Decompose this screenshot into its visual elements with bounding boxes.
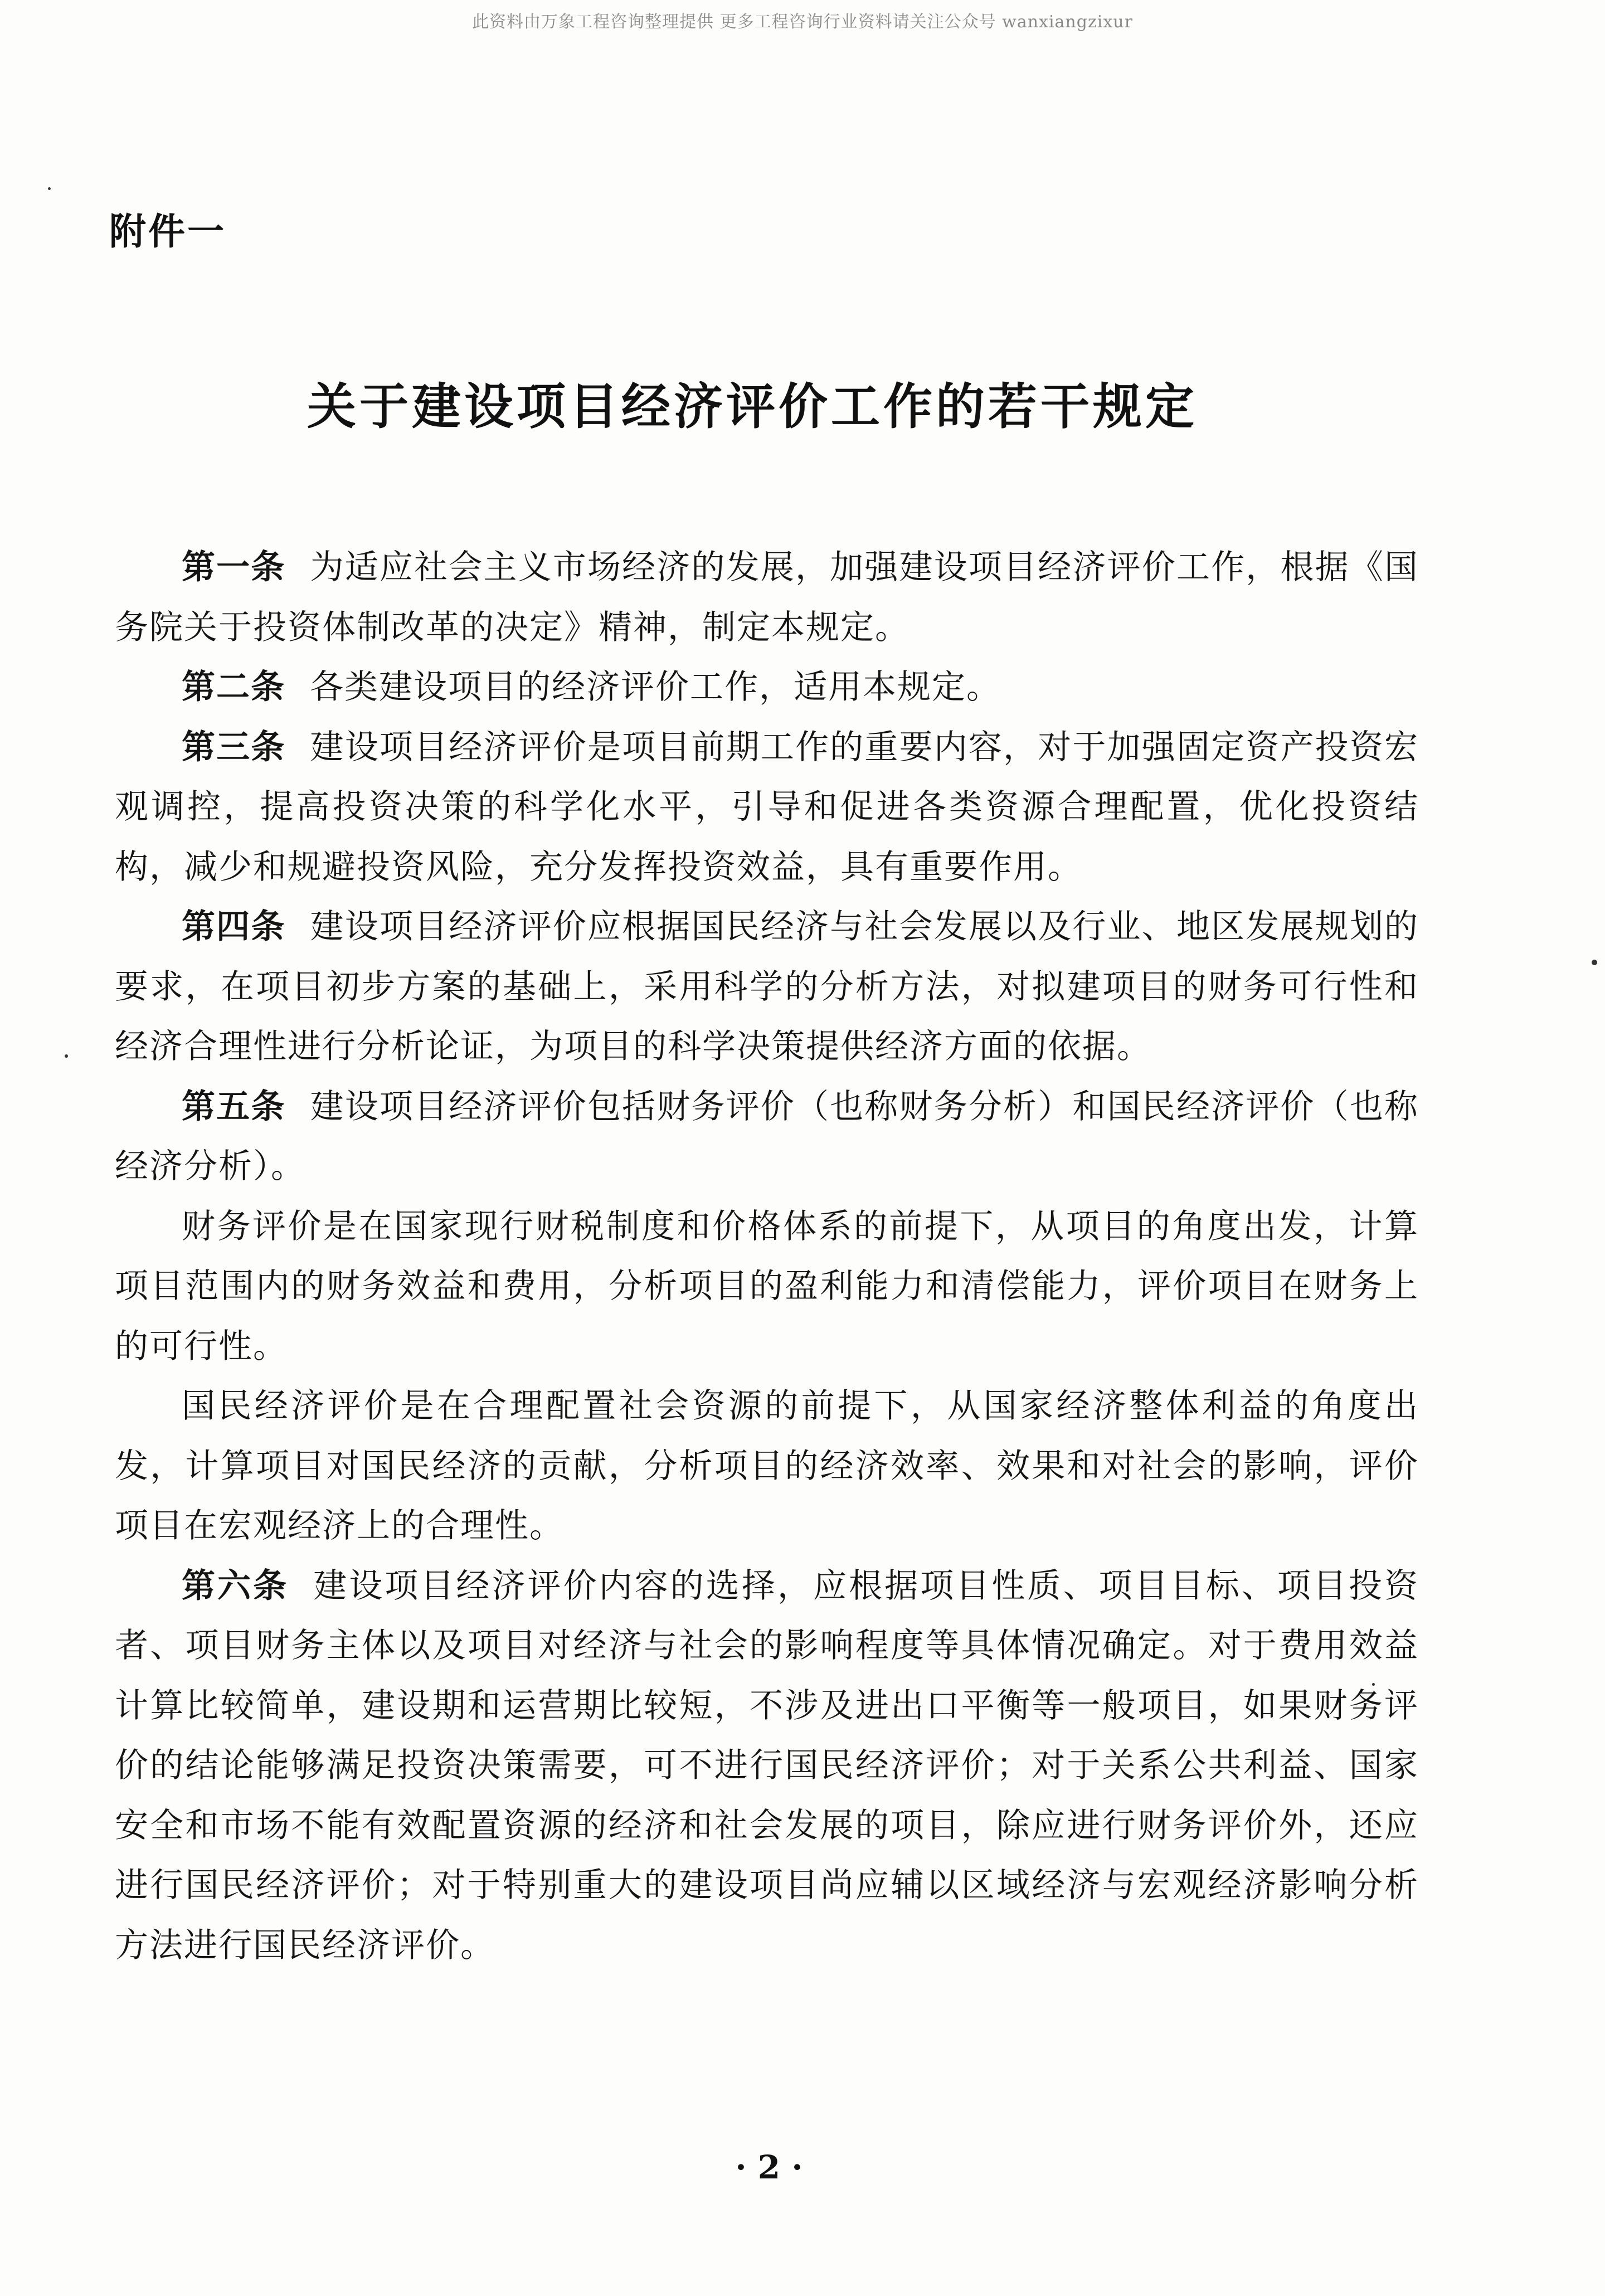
page-number: · 2 · xyxy=(735,2148,803,2186)
paragraph-text: 国民经济评价是在合理配置社会资源的前提下，从国家经济整体利益的角度出发，计算项目对国民经济的贡献，分析项目的经济效率、效果和对社会的影响，评价项目在宏观经济上的合理性。 xyxy=(115,1387,1419,1545)
article-text: 建设项目经济评价包括财务评价（也称财务分析）和国民经济评价（也称经济分析）。 xyxy=(115,1087,1419,1186)
paragraph-article-6 xyxy=(115,1556,1419,1976)
paragraph-article-2 xyxy=(115,658,1419,718)
article-number: 第一条 xyxy=(182,548,286,587)
article-number: 第二条 xyxy=(182,668,285,707)
paragraph-article-3 xyxy=(115,718,1419,898)
article-number: 第五条 xyxy=(182,1087,286,1126)
paragraph-article-4 xyxy=(115,897,1419,1077)
scan-speck xyxy=(1592,960,1597,965)
article-number: 第六条 xyxy=(182,1566,289,1606)
article-text: 建设项目经济评价应根据国民经济与社会发展以及行业、地区发展规划的要求，在项目初步方案的基础上，采用科学的分析方法，对拟建项目的财务可行性和经济合理性进行分析论证，为项目的科学决策提供经济方面的依据。 xyxy=(115,907,1419,1066)
paragraph-article-1 xyxy=(115,538,1419,658)
scan-speck xyxy=(65,1054,68,1058)
article-text: 建设项目经济评价内容的选择，应根据项目性质、项目目标、项目投资者、项目财务主体以及项目对经济与社会的影响程度等具体情况确定。对于费用效益计算比较简单，建设期和运营期比较短，不涉及进出口平衡等一般项目，如果财务评价的结论能够满足投资决策需要，可不进行国民经济评价；对于关系公共利益、国家安全和市场不能有效配置资源的经济和社会发展的项目，除应进行财务评价外，还应进行国民经济评价；对于特别重大的建设项目尚应辅以区域经济与宏观经济影响分析方法进行国民经济评价。 xyxy=(115,1566,1419,1965)
article-number: 第三条 xyxy=(182,727,286,767)
header-watermark: 此资料由万象工程咨询整理提供 更多工程咨询行业资料请关注公众号 wanxiangzixur xyxy=(472,12,1133,32)
attachment-label: 附件一 xyxy=(109,210,226,253)
paragraph-financial-evaluation xyxy=(115,1197,1419,1377)
document-title: 关于建设项目经济评价工作的若干规定 xyxy=(307,378,1198,435)
article-number: 第四条 xyxy=(182,907,286,946)
paragraph-article-5 xyxy=(115,1077,1419,1197)
paragraph-text: 财务评价是在国家现行财税制度和价格体系的前提下，从项目的角度出发，计算项目范围内的财务效益和费用，分析项目的盈利能力和清偿能力，评价项目在财务上的可行性。 xyxy=(115,1207,1419,1366)
scan-speck xyxy=(1372,1683,1375,1686)
article-text: 各类建设项目的经济评价工作，适用本规定。 xyxy=(310,668,1001,707)
article-text: 建设项目经济评价是项目前期工作的重要内容，对于加强固定资产投资宏观调控，提高投资决策的科学化水平，引导和促进各类资源合理配置，优化投资结构，减少和规避投资风险，充分发挥投资效益，具有重要作用。 xyxy=(115,727,1419,887)
paragraph-national-economic-evaluation xyxy=(115,1376,1419,1556)
document-body xyxy=(115,538,1419,1976)
scan-speck xyxy=(48,187,51,190)
article-text: 为适应社会主义市场经济的发展，加强建设项目经济评价工作，根据《国务院关于投资体制改革的决定》精神，制定本规定。 xyxy=(115,548,1419,647)
